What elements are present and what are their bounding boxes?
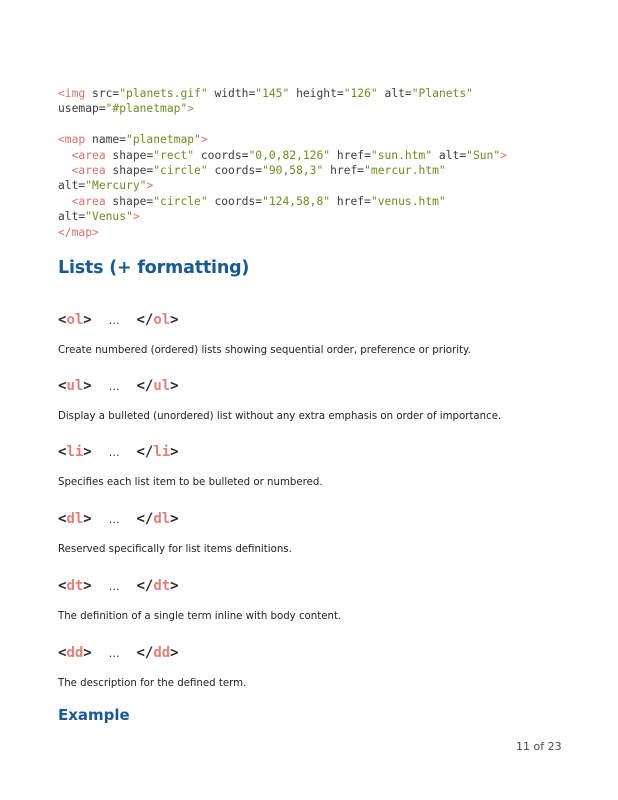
code-text-token: coords= (207, 194, 263, 208)
section-heading: Lists (+ formatting) (58, 258, 250, 278)
code-string-token: "Planets" (411, 87, 473, 100)
code-string-token: "126" (343, 87, 378, 100)
code-string-token: "90,58,3" (262, 163, 324, 177)
code-text-token (58, 149, 72, 162)
code-text-token: width= (207, 87, 256, 100)
code-line (58, 194, 598, 209)
example-subheading: Example (58, 706, 130, 724)
code-text-token: alt= (432, 148, 467, 162)
code-block (58, 86, 598, 240)
tag-signature: <dd> … </dd> (58, 645, 179, 661)
code-text-token: name= (85, 133, 127, 147)
code-line (58, 225, 598, 240)
code-line (58, 86, 598, 101)
code-line (58, 117, 598, 132)
list-tag-entry-ol (58, 310, 578, 358)
tag-name: ol (66, 312, 84, 328)
tag-description: Reserved specifically for list items definitions. (58, 544, 292, 555)
code-line (58, 163, 598, 178)
code-tag-token: > (146, 179, 154, 193)
code-text-token: usemap= (58, 102, 106, 116)
code-string-token: "124,58,8" (262, 194, 331, 208)
code-tag-token: <area (71, 148, 106, 162)
code-string-token: "145" (255, 87, 290, 100)
code-tag-token: <area (71, 194, 106, 208)
list-tag-entry-li (58, 442, 578, 490)
tag-description: Create numbered (ordered) lists showing sequential order, preference or priority. (58, 345, 471, 356)
tag-description: The definition of a single term inline with body content. (58, 611, 342, 622)
code-text-token: alt= (377, 87, 412, 100)
code-text-token: href= (330, 148, 371, 162)
code-line (58, 209, 598, 224)
tag-name: dt (66, 578, 84, 594)
code-text-token: href= (330, 194, 371, 208)
code-line (58, 178, 598, 193)
code-text-token: coords= (194, 148, 249, 162)
code-tag-token: > (200, 133, 208, 147)
code-string-token: "venus.htm" (370, 194, 446, 208)
tag-name: li (66, 444, 84, 460)
tag-description: The description for the defined term. (58, 678, 247, 689)
tag-name: ul (66, 378, 84, 394)
tag-signature: <ol> … </ol> (58, 312, 179, 328)
code-string-token: "planetmap" (126, 133, 201, 147)
list-tag-entry-dt (58, 576, 578, 624)
code-text-token: alt= (58, 210, 86, 224)
code-string-token: "#planetmap" (105, 102, 188, 116)
code-text-token (58, 195, 72, 208)
code-tag-token: > (187, 102, 195, 116)
code-text-token: alt= (58, 179, 86, 193)
code-string-token: "circle" (153, 194, 208, 208)
tag-signature: <dl> … </dl> (58, 511, 179, 527)
code-text-token (58, 164, 72, 177)
list-tag-entry-dd (58, 643, 578, 691)
code-text-token: href= (323, 163, 365, 177)
code-tag-token: > (132, 210, 140, 224)
code-line (58, 148, 598, 163)
list-tag-entry-ul (58, 376, 578, 424)
code-string-token: "0,0,82,126" (248, 148, 331, 162)
code-string-token: "rect" (153, 148, 195, 162)
code-string-token: "sun.htm" (370, 148, 433, 162)
tag-name: dl (66, 511, 84, 527)
tag-signature: <ul> … </ul> (58, 378, 179, 394)
code-tag-token: <area (71, 163, 106, 177)
code-string-token: "Mercury" (85, 179, 147, 193)
code-text-token: shape= (105, 148, 154, 162)
code-text-token: height= (289, 87, 344, 100)
code-string-token: "circle" (153, 163, 208, 177)
code-tag-token: <img (58, 87, 86, 100)
code-text-token: src= (85, 87, 120, 100)
code-string-token: "Sun" (466, 148, 501, 162)
tag-description: Specifies each list item to be bulleted or numbered. (58, 477, 323, 488)
code-tag-token: > (500, 148, 507, 162)
code-text-token: coords= (207, 163, 263, 177)
code-text-token: shape= (105, 194, 154, 208)
code-line (58, 132, 598, 147)
tag-signature: <dt> … </dt> (58, 578, 179, 594)
code-string-token: "planets.gif" (119, 87, 208, 100)
code-tag-token: <map (58, 133, 86, 147)
code-text-token: shape= (105, 163, 154, 177)
code-string-token: "Venus" (85, 210, 133, 224)
code-string-token: "mercur.htm" (364, 163, 446, 177)
tag-signature: <li> … </li> (58, 444, 179, 460)
list-tag-entry-dl (58, 509, 578, 557)
page-number: 11 of 23 (516, 740, 562, 753)
tag-name: dd (66, 645, 84, 661)
code-tag-token: </map> (58, 225, 99, 239)
code-line (58, 101, 598, 116)
tag-description: Display a bulleted (unordered) list without any extra emphasis on order of importance. (58, 411, 502, 422)
